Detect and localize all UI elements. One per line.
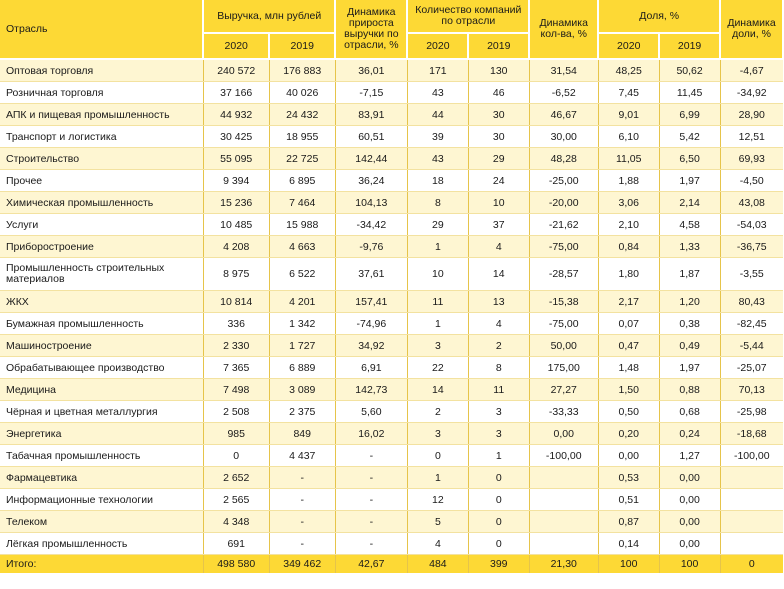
revenue-2020-cell: 240 572: [203, 59, 269, 82]
companies-2020-cell: 1: [407, 467, 468, 489]
revenue-2020-cell: 7 365: [203, 357, 269, 379]
companies-growth-cell: [529, 467, 598, 489]
table-row: [0, 357, 783, 379]
companies-2019-cell: 37: [468, 214, 529, 236]
companies-column-header: Количество компаний по отрасли: [407, 0, 529, 33]
table-body: [0, 59, 783, 573]
revenue-2020-cell: 0: [203, 445, 269, 467]
companies-2020-cell: 5: [407, 511, 468, 533]
companies-growth-cell: [529, 511, 598, 533]
share-2019-cell: 0,00: [659, 467, 720, 489]
companies-2020-cell: 3: [407, 335, 468, 357]
share-2019-cell: 0,49: [659, 335, 720, 357]
companies-growth-cell: -33,33: [529, 401, 598, 423]
table-row: [0, 335, 783, 357]
industry-cell: Телеком: [0, 511, 203, 533]
revenue-growth-cell: 157,41: [335, 291, 407, 313]
revenue-growth-cell: 60,51: [335, 126, 407, 148]
share-2020-cell: 3,06: [598, 192, 659, 214]
table-row: [0, 533, 783, 555]
revenue-growth-cell: 5,60: [335, 401, 407, 423]
share-2020-cell: 100: [598, 555, 659, 574]
revenue-2020-cell: 8 975: [203, 258, 269, 291]
industry-cell: Бумажная промышленность: [0, 313, 203, 335]
industry-cell: Чёрная и цветная металлургия: [0, 401, 203, 423]
share-2019-cell: 0,68: [659, 401, 720, 423]
share-growth-cell: 28,90: [720, 104, 783, 126]
industry-cell: Медицина: [0, 379, 203, 401]
share-2019-cell: 0,00: [659, 489, 720, 511]
companies-2019-cell: 130: [468, 59, 529, 82]
table-row: [0, 214, 783, 236]
industry-cell: Информационные технологии: [0, 489, 203, 511]
companies-growth-cell: 30,00: [529, 126, 598, 148]
industry-cell: АПК и пищевая промышленность: [0, 104, 203, 126]
companies-2020-cell: 43: [407, 82, 468, 104]
share-growth-cell: [720, 511, 783, 533]
companies-growth-cell: 48,28: [529, 148, 598, 170]
revenue-2020-cell: 2 565: [203, 489, 269, 511]
table-row: [0, 511, 783, 533]
companies-2019-cell: 30: [468, 104, 529, 126]
share-growth-cell: -25,07: [720, 357, 783, 379]
share-2019-cell: 1,97: [659, 170, 720, 192]
companies-2019-cell: 30: [468, 126, 529, 148]
table-row: [0, 192, 783, 214]
companies-2019-cell: 10: [468, 192, 529, 214]
revenue-2020-cell: 37 166: [203, 82, 269, 104]
share-2019-cell: 0,38: [659, 313, 720, 335]
revenue-growth-cell: 6,91: [335, 357, 407, 379]
companies-2020-cell: 0: [407, 445, 468, 467]
share-2019-cell: 1,87: [659, 258, 720, 291]
revenue-2019-cell: 40 026: [269, 82, 335, 104]
companies-2019-cell: 0: [468, 467, 529, 489]
share-2019-cell: 0,24: [659, 423, 720, 445]
revenue-2020-cell: 55 095: [203, 148, 269, 170]
table-row: [0, 236, 783, 258]
table-row: [0, 126, 783, 148]
companies-2019-cell: 13: [468, 291, 529, 313]
revenue-2020-cell: 691: [203, 533, 269, 555]
revenue-growth-cell: -34,42: [335, 214, 407, 236]
companies-growth-cell: 175,00: [529, 357, 598, 379]
table-row: [0, 59, 783, 82]
share-2020-cell: 0,14: [598, 533, 659, 555]
share-2019-cell: 0,88: [659, 379, 720, 401]
industry-cell: Фармацевтика: [0, 467, 203, 489]
revenue-2019-cell: 22 725: [269, 148, 335, 170]
companies-2020-cell: 43: [407, 148, 468, 170]
revenue-2019-cell: -: [269, 467, 335, 489]
companies-growth-cell: -6,52: [529, 82, 598, 104]
companies-2019-cell: 3: [468, 401, 529, 423]
share-growth-cell: [720, 467, 783, 489]
companies-growth-cell: -21,62: [529, 214, 598, 236]
revenue-2019-cell: 3 089: [269, 379, 335, 401]
companies-growth-cell: 31,54: [529, 59, 598, 82]
share-2019-cell: 1,97: [659, 357, 720, 379]
revenue-growth-cell: 36,24: [335, 170, 407, 192]
companies-2020-cell: 8: [407, 192, 468, 214]
companies-2020-cell: 12: [407, 489, 468, 511]
companies-2020-cell: 29: [407, 214, 468, 236]
revenue-2020-cell: 336: [203, 313, 269, 335]
companies-year-2019-header: 2019: [468, 33, 529, 59]
revenue-growth-cell: 142,44: [335, 148, 407, 170]
share-year-2020-header: 2020: [598, 33, 659, 59]
share-growth-cell: 0: [720, 555, 783, 574]
share-2020-cell: 2,17: [598, 291, 659, 313]
industry-cell: Транспорт и логистика: [0, 126, 203, 148]
share-2019-cell: 1,33: [659, 236, 720, 258]
share-2020-cell: 0,87: [598, 511, 659, 533]
companies-growth-cell: -25,00: [529, 170, 598, 192]
companies-2019-cell: 2: [468, 335, 529, 357]
share-2020-cell: 0,84: [598, 236, 659, 258]
share-2020-cell: 0,50: [598, 401, 659, 423]
companies-2019-cell: 0: [468, 533, 529, 555]
companies-2020-cell: 1: [407, 236, 468, 258]
companies-2019-cell: 11: [468, 379, 529, 401]
table-row: [0, 104, 783, 126]
share-growth-column-header: Динамика доли, %: [720, 0, 783, 59]
companies-growth-cell: [529, 489, 598, 511]
industry-cell: Химическая промышленность: [0, 192, 203, 214]
revenue-growth-cell: 142,73: [335, 379, 407, 401]
companies-growth-cell: 0,00: [529, 423, 598, 445]
industry-cell: Розничная торговля: [0, 82, 203, 104]
share-2019-cell: 5,42: [659, 126, 720, 148]
share-growth-cell: -25,98: [720, 401, 783, 423]
revenue-year-2020-header: 2020: [203, 33, 269, 59]
share-growth-cell: -34,92: [720, 82, 783, 104]
share-2020-cell: 2,10: [598, 214, 659, 236]
revenue-2019-cell: 1 342: [269, 313, 335, 335]
companies-growth-cell: -75,00: [529, 236, 598, 258]
companies-growth-cell: -75,00: [529, 313, 598, 335]
revenue-growth-cell: 16,02: [335, 423, 407, 445]
revenue-2019-cell: 6 889: [269, 357, 335, 379]
revenue-growth-cell: -: [335, 511, 407, 533]
share-growth-cell: [720, 533, 783, 555]
companies-2019-cell: 399: [468, 555, 529, 574]
share-2019-cell: 4,58: [659, 214, 720, 236]
revenue-2020-cell: 4 208: [203, 236, 269, 258]
table-row: [0, 423, 783, 445]
share-2020-cell: 1,48: [598, 357, 659, 379]
revenue-year-2019-header: 2019: [269, 33, 335, 59]
share-2020-cell: 0,47: [598, 335, 659, 357]
revenue-2019-cell: -: [269, 489, 335, 511]
companies-2019-cell: 8: [468, 357, 529, 379]
share-growth-cell: -5,44: [720, 335, 783, 357]
companies-growth-column-header: Динамика кол-ва, %: [529, 0, 598, 59]
industry-cell: Оптовая торговля: [0, 59, 203, 82]
revenue-2020-cell: 4 348: [203, 511, 269, 533]
revenue-growth-cell: -: [335, 445, 407, 467]
companies-growth-cell: 50,00: [529, 335, 598, 357]
companies-year-2020-header: 2020: [407, 33, 468, 59]
companies-2019-cell: 4: [468, 313, 529, 335]
share-2019-cell: 1,27: [659, 445, 720, 467]
revenue-2019-cell: 6 895: [269, 170, 335, 192]
industry-cell: Прочее: [0, 170, 203, 192]
revenue-2020-cell: 2 652: [203, 467, 269, 489]
revenue-2020-cell: 985: [203, 423, 269, 445]
table-row: [0, 313, 783, 335]
revenue-2019-cell: 349 462: [269, 555, 335, 574]
share-growth-cell: [720, 489, 783, 511]
revenue-2020-cell: 44 932: [203, 104, 269, 126]
share-2020-cell: 0,20: [598, 423, 659, 445]
revenue-growth-cell: 34,92: [335, 335, 407, 357]
industry-cell: Энергетика: [0, 423, 203, 445]
revenue-2019-cell: 24 432: [269, 104, 335, 126]
share-year-2019-header: 2019: [659, 33, 720, 59]
revenue-2019-cell: 4 201: [269, 291, 335, 313]
revenue-column-header: Выручка, млн рублей: [203, 0, 335, 33]
share-growth-cell: 69,93: [720, 148, 783, 170]
share-2020-cell: 0,53: [598, 467, 659, 489]
revenue-2020-cell: 498 580: [203, 555, 269, 574]
revenue-2020-cell: 15 236: [203, 192, 269, 214]
share-2019-cell: 0,00: [659, 511, 720, 533]
companies-growth-cell: -28,57: [529, 258, 598, 291]
share-growth-cell: -36,75: [720, 236, 783, 258]
table-row: [0, 445, 783, 467]
companies-2020-cell: 11: [407, 291, 468, 313]
companies-2020-cell: 484: [407, 555, 468, 574]
revenue-2019-cell: 849: [269, 423, 335, 445]
table-row: [0, 148, 783, 170]
table-row: [0, 258, 783, 291]
companies-2019-cell: 24: [468, 170, 529, 192]
share-column-header: Доля, %: [598, 0, 720, 33]
revenue-2019-cell: 7 464: [269, 192, 335, 214]
companies-2019-cell: 1: [468, 445, 529, 467]
companies-2019-cell: 0: [468, 511, 529, 533]
companies-2020-cell: 10: [407, 258, 468, 291]
industry-cell: Табачная промышленность: [0, 445, 203, 467]
companies-growth-cell: -20,00: [529, 192, 598, 214]
table-row: [0, 82, 783, 104]
companies-2020-cell: 171: [407, 59, 468, 82]
revenue-2019-cell: -: [269, 511, 335, 533]
industry-column-header: Отрасль: [0, 0, 203, 59]
revenue-growth-cell: -: [335, 467, 407, 489]
share-growth-cell: -4,50: [720, 170, 783, 192]
revenue-2020-cell: 10 814: [203, 291, 269, 313]
revenue-growth-cell: -: [335, 533, 407, 555]
share-2020-cell: 1,88: [598, 170, 659, 192]
industry-cell: Машиностроение: [0, 335, 203, 357]
companies-2020-cell: 2: [407, 401, 468, 423]
revenue-2019-cell: 1 727: [269, 335, 335, 357]
companies-2019-cell: 14: [468, 258, 529, 291]
companies-2020-cell: 1: [407, 313, 468, 335]
share-growth-cell: 12,51: [720, 126, 783, 148]
companies-growth-cell: [529, 533, 598, 555]
revenue-2019-cell: 4 437: [269, 445, 335, 467]
share-growth-cell: 80,43: [720, 291, 783, 313]
share-2019-cell: 6,50: [659, 148, 720, 170]
companies-2020-cell: 4: [407, 533, 468, 555]
table-row: [0, 401, 783, 423]
revenue-growth-cell: 83,91: [335, 104, 407, 126]
industry-cell: Итого:: [0, 555, 203, 574]
share-growth-cell: -3,55: [720, 258, 783, 291]
companies-2020-cell: 3: [407, 423, 468, 445]
companies-growth-cell: -100,00: [529, 445, 598, 467]
companies-growth-cell: 46,67: [529, 104, 598, 126]
share-growth-cell: -100,00: [720, 445, 783, 467]
revenue-2020-cell: 30 425: [203, 126, 269, 148]
companies-2020-cell: 39: [407, 126, 468, 148]
table-row: [0, 291, 783, 313]
share-2020-cell: 9,01: [598, 104, 659, 126]
revenue-growth-cell: -: [335, 489, 407, 511]
revenue-2020-cell: 9 394: [203, 170, 269, 192]
share-2020-cell: 1,50: [598, 379, 659, 401]
table-header: [0, 0, 783, 59]
share-2020-cell: 7,45: [598, 82, 659, 104]
share-2020-cell: 0,51: [598, 489, 659, 511]
share-2020-cell: 0,00: [598, 445, 659, 467]
table-row: [0, 170, 783, 192]
share-growth-cell: -4,67: [720, 59, 783, 82]
share-growth-cell: -54,03: [720, 214, 783, 236]
revenue-2019-cell: 6 522: [269, 258, 335, 291]
revenue-2020-cell: 2 508: [203, 401, 269, 423]
table-row: [0, 379, 783, 401]
companies-growth-cell: 21,30: [529, 555, 598, 574]
share-2019-cell: 0,00: [659, 533, 720, 555]
revenue-growth-cell: 42,67: [335, 555, 407, 574]
companies-2019-cell: 29: [468, 148, 529, 170]
revenue-growth-cell: -74,96: [335, 313, 407, 335]
industry-cell: Строительство: [0, 148, 203, 170]
revenue-2020-cell: 10 485: [203, 214, 269, 236]
revenue-2019-cell: 176 883: [269, 59, 335, 82]
share-growth-cell: -18,68: [720, 423, 783, 445]
revenue-growth-cell: -9,76: [335, 236, 407, 258]
share-2019-cell: 1,20: [659, 291, 720, 313]
industry-cell: ЖКХ: [0, 291, 203, 313]
share-2019-cell: 2,14: [659, 192, 720, 214]
industry-cell: Приборостроение: [0, 236, 203, 258]
revenue-growth-column-header: Динамика прироста выручки по отрасли, %: [335, 0, 407, 59]
industry-cell: Лёгкая промышленность: [0, 533, 203, 555]
share-2019-cell: 11,45: [659, 82, 720, 104]
table-row: [0, 467, 783, 489]
revenue-2019-cell: 2 375: [269, 401, 335, 423]
companies-2019-cell: 46: [468, 82, 529, 104]
share-2020-cell: 11,05: [598, 148, 659, 170]
total-row: [0, 555, 783, 574]
industry-cell: Промышленность строительных материалов: [0, 258, 203, 291]
revenue-2019-cell: -: [269, 533, 335, 555]
companies-2020-cell: 44: [407, 104, 468, 126]
companies-2019-cell: 3: [468, 423, 529, 445]
revenue-2020-cell: 2 330: [203, 335, 269, 357]
companies-2020-cell: 22: [407, 357, 468, 379]
revenue-2019-cell: 15 988: [269, 214, 335, 236]
revenue-growth-cell: 104,13: [335, 192, 407, 214]
companies-2019-cell: 4: [468, 236, 529, 258]
industry-cell: Услуги: [0, 214, 203, 236]
share-2020-cell: 0,07: [598, 313, 659, 335]
table-row: [0, 489, 783, 511]
revenue-growth-cell: 36,01: [335, 59, 407, 82]
share-2019-cell: 100: [659, 555, 720, 574]
share-2020-cell: 48,25: [598, 59, 659, 82]
industry-cell: Обрабатывающее производство: [0, 357, 203, 379]
companies-2019-cell: 0: [468, 489, 529, 511]
revenue-2019-cell: 18 955: [269, 126, 335, 148]
revenue-growth-cell: 37,61: [335, 258, 407, 291]
share-growth-cell: 43,08: [720, 192, 783, 214]
share-2020-cell: 1,80: [598, 258, 659, 291]
companies-growth-cell: 27,27: [529, 379, 598, 401]
companies-2020-cell: 14: [407, 379, 468, 401]
share-growth-cell: -82,45: [720, 313, 783, 335]
revenue-2020-cell: 7 498: [203, 379, 269, 401]
share-2019-cell: 50,62: [659, 59, 720, 82]
companies-growth-cell: -15,38: [529, 291, 598, 313]
revenue-growth-cell: -7,15: [335, 82, 407, 104]
revenue-2019-cell: 4 663: [269, 236, 335, 258]
companies-2020-cell: 18: [407, 170, 468, 192]
share-2020-cell: 6,10: [598, 126, 659, 148]
share-growth-cell: 70,13: [720, 379, 783, 401]
share-2019-cell: 6,99: [659, 104, 720, 126]
